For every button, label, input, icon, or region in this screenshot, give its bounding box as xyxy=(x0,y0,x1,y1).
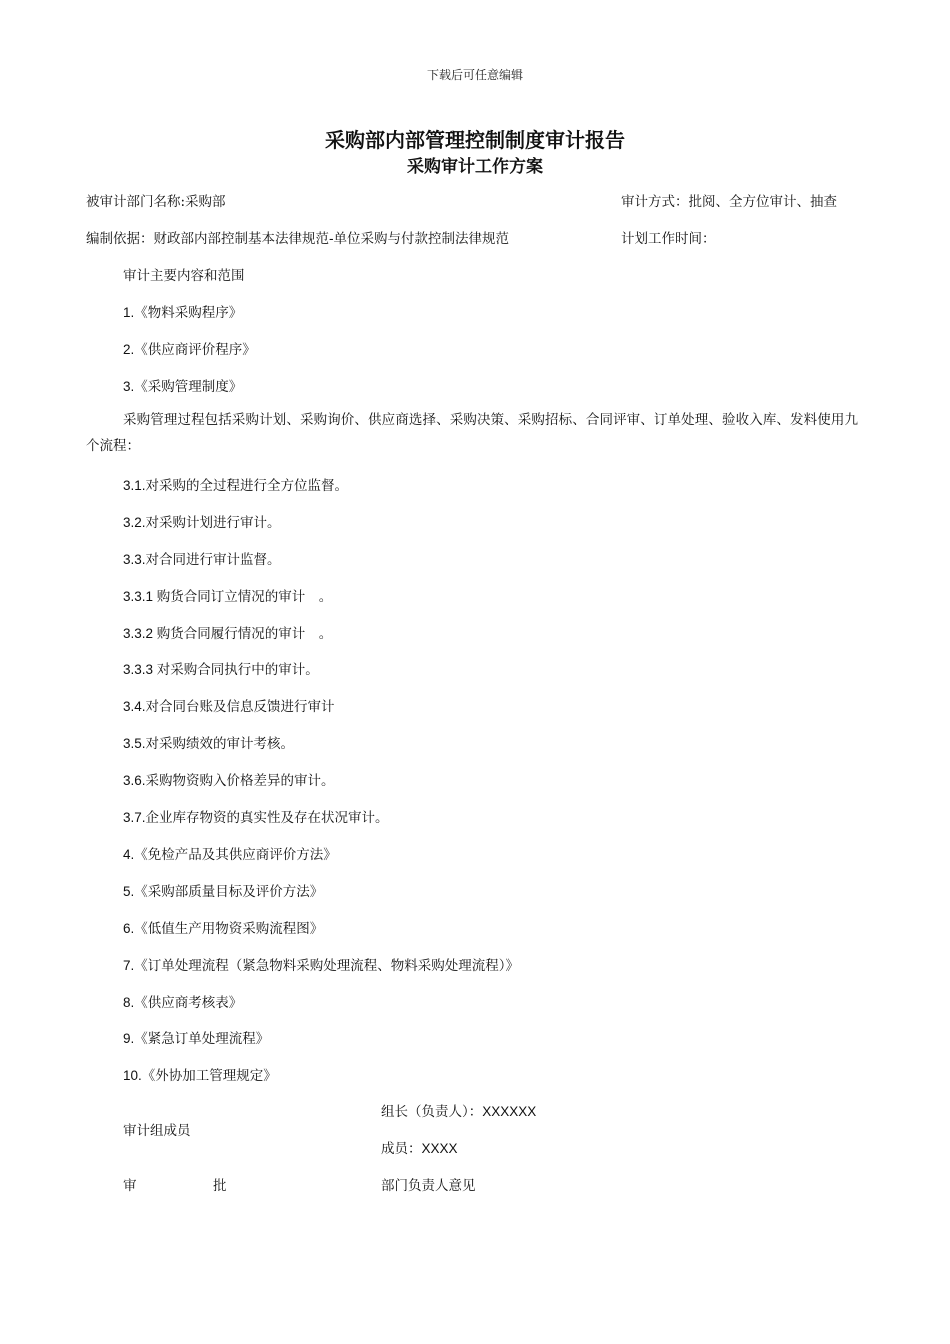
approval-label-second: 批 xyxy=(213,1178,227,1194)
process-paragraph: 采购管理过程包括采购计划、采购询价、供应商选择、采购决策、采购招标、合同评审、订单处理、验收入库、发料使用九个流程： xyxy=(86,412,858,454)
list-item: 4.《免检产品及其供应商评价方法》 xyxy=(123,847,337,863)
compilation-basis: 编制依据：财政部内部控制基本法律规范-单位采购与付款控制法律规范 xyxy=(86,231,510,247)
planned-work-time: 计划工作时间： xyxy=(621,231,716,247)
list-item: 6.《低值生产用物资采购流程图》 xyxy=(123,921,324,937)
sub-list-item: 3.3.对合同进行审计监督。 xyxy=(123,552,281,568)
sub-list-item: 3.7.企业库存物资的真实性及存在状况审计。 xyxy=(123,810,389,826)
list-item: 10.《外协加工管理规定》 xyxy=(123,1068,277,1084)
sub-list-item: 3.4.对合同台账及信息反馈进行审计 xyxy=(123,699,335,715)
sub-list-item: 3.1.对采购的全过程进行全方位监督。 xyxy=(123,478,349,494)
list-item: 3.《采购管理制度》 xyxy=(123,379,243,395)
list-item: 8.《供应商考核表》 xyxy=(123,995,243,1011)
department-head-opinion: 部门负责人意见 xyxy=(381,1178,476,1194)
team-members: 成员：XXXX xyxy=(381,1141,458,1157)
sub-list-item: 3.5.对采购绩效的审计考核。 xyxy=(123,736,295,752)
audit-method: 审计方式：批阅、全方位审计、抽查 xyxy=(621,194,837,210)
sub-list-item: 3.3.3 对采购合同执行中的审计。 xyxy=(123,662,319,678)
list-item: 2.《供应商评价程序》 xyxy=(123,342,256,358)
list-item: 7.《订单处理流程（紧急物料采购处理流程、物料采购处理流程）》 xyxy=(123,958,520,974)
list-item: 9.《紧急订单处理流程》 xyxy=(123,1031,270,1047)
audited-department: 被审计部门名称:采购部 xyxy=(86,194,226,210)
scope-heading: 审计主要内容和范围 xyxy=(123,268,245,284)
sub-list-item: 3.3.2 购货合同履行情况的审计 。 xyxy=(123,626,333,642)
document-title: 采购部内部管理控制制度审计报告 xyxy=(325,128,625,152)
sub-list-item: 3.6.采购物资购入价格差异的审计。 xyxy=(123,773,335,789)
sub-list-item: 3.2.对采购计划进行审计。 xyxy=(123,515,281,531)
page-header-note: 下载后可任意编辑 xyxy=(426,68,523,82)
team-leader: 组长（负责人）：XXXXXX xyxy=(381,1104,537,1120)
list-item: 5.《采购部质量目标及评价方法》 xyxy=(123,884,324,900)
approval-label-first: 审 xyxy=(123,1178,137,1194)
document-subtitle: 采购审计工作方案 xyxy=(407,157,543,177)
sub-list-item: 3.3.1 购货合同订立情况的审计 。 xyxy=(123,589,333,605)
list-item: 1.《物料采购程序》 xyxy=(123,305,243,321)
audit-team-label: 审计组成员 xyxy=(123,1123,191,1139)
